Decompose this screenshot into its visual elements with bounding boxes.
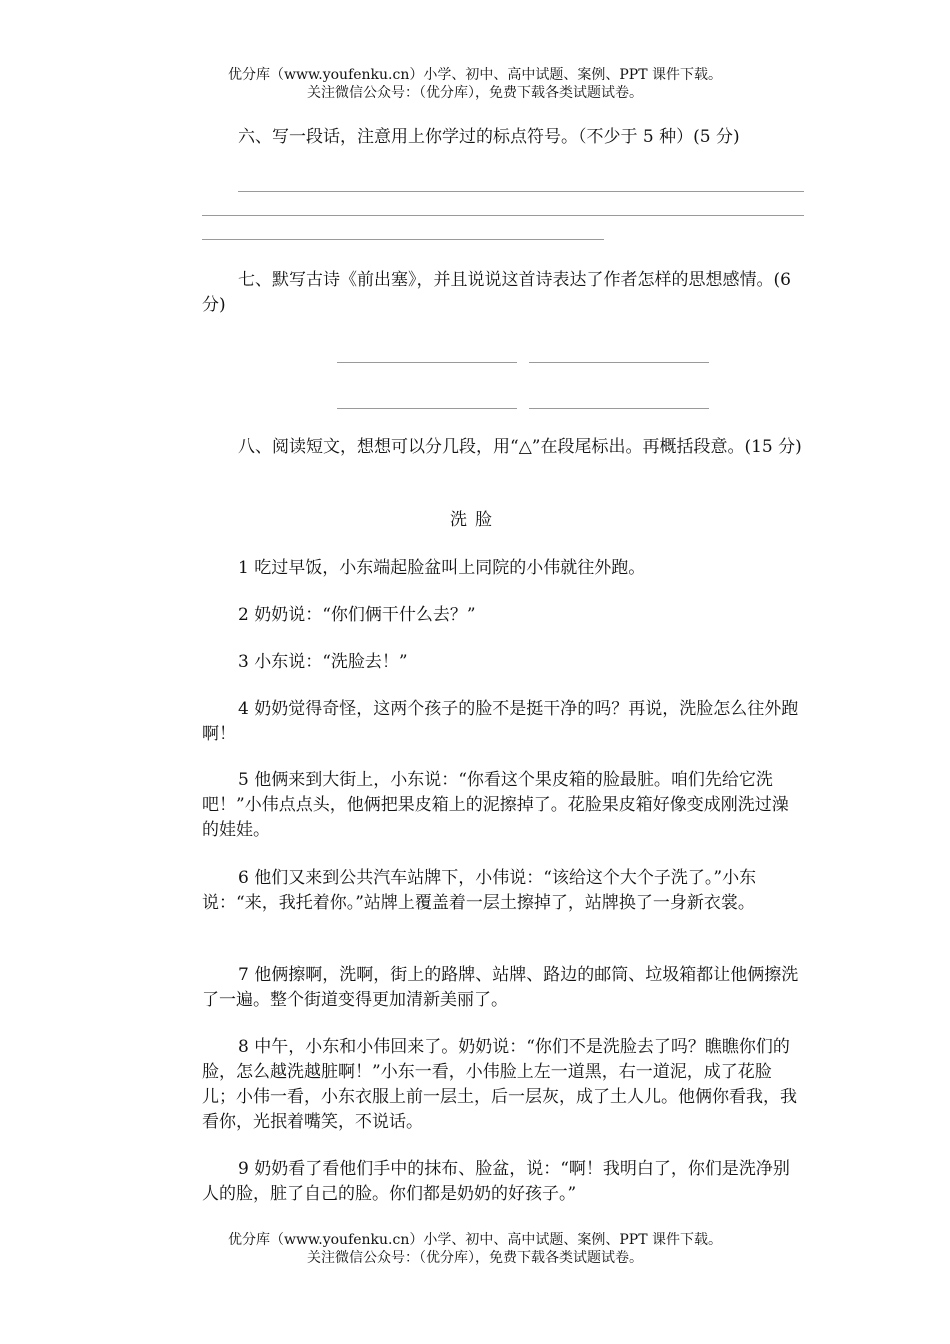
story-paragraph: 8 中午，小东和小伟回来了。奶奶说：“你们不是洗脸去了吗？瞧瞧你们的脸，怎么越洗越脏啊！”小东一看，小伟脸上左一道黑，右一道泥，成了花脸儿；小伟一看，小东衣服上前一层土，后一层灰，成了土人儿。他俩你看我，我看你，光抿着嘴笑，不说话。 xyxy=(202,1037,797,1132)
story-paragraph: 6 他们又来到公共汽车站牌下，小伟说：“该给这个大个子洗了。”小东说：“来，我托着你。”站牌上覆盖着一层土擦掉了，站牌换了一身新衣裳。 xyxy=(202,868,757,913)
story-paragraph: 1 吃过早饭，小东端起脸盆叫上同院的小伟就往外跑。 xyxy=(238,558,646,578)
footer-line-1: 优分库（www.youfenku.cn）小学、初中、高中试题、案例、PPT 课件下载。 xyxy=(227,1232,722,1248)
header-line-1: 优分库（www.youfenku.cn）小学、初中、高中试题、案例、PPT 课件下载。 xyxy=(227,67,722,83)
question-8: 八、阅读短文，想想可以分几段，用“△”在段尾标出。再概括段意。(15 分) xyxy=(238,437,802,457)
question-7: 七、默写古诗《前出塞》，并且说说这首诗表达了作者怎样的思想感情。(6 分) xyxy=(202,270,791,315)
answer-line xyxy=(202,239,604,240)
poem-line xyxy=(529,408,709,409)
poem-line xyxy=(529,362,709,363)
page-header xyxy=(0,66,950,102)
question-6: 六、写一段话，注意用上你学过的标点符号。（不少于 5 种）(5 分) xyxy=(238,127,740,147)
page-footer xyxy=(0,1231,950,1267)
header-line-2: 关注微信公众号：（优分库），免费下载各类试题试卷。 xyxy=(307,85,643,101)
story-paragraph: 9 奶奶看了看他们手中的抹布、脸盆，说：“啊！我明白了，你们是洗净别人的脸，脏了自己的脸。你们都是奶奶的好孩子。” xyxy=(202,1159,790,1204)
footer-line-2: 关注微信公众号：（优分库），免费下载各类试题试卷。 xyxy=(307,1250,643,1266)
answer-line xyxy=(238,191,804,192)
poem-line xyxy=(337,362,517,363)
story-title: 洗脸 xyxy=(450,510,500,530)
poem-line xyxy=(337,408,517,409)
story-paragraph: 5 他俩来到大街上，小东说：“你看这个果皮箱的脸最脏。咱们先给它洗吧！”小伟点点头，他俩把果皮箱上的泥擦掉了。花脸果皮箱好像变成刚洗过澡的娃娃。 xyxy=(202,770,789,840)
answer-line xyxy=(202,215,804,216)
story-paragraph: 4 奶奶觉得奇怪，这两个孩子的脸不是挺干净的吗？再说，洗脸怎么往外跑啊！ xyxy=(202,699,799,744)
story-paragraph: 2 奶奶说：“你们俩干什么去？” xyxy=(238,605,476,625)
story-paragraph: 3 小东说：“洗脸去！” xyxy=(238,652,408,672)
story-paragraph: 7 他俩擦啊，洗啊，街上的路牌、站牌、路边的邮筒、垃圾箱都让他俩擦洗了一遍。整个街道变得更加清新美丽了。 xyxy=(202,965,799,1010)
